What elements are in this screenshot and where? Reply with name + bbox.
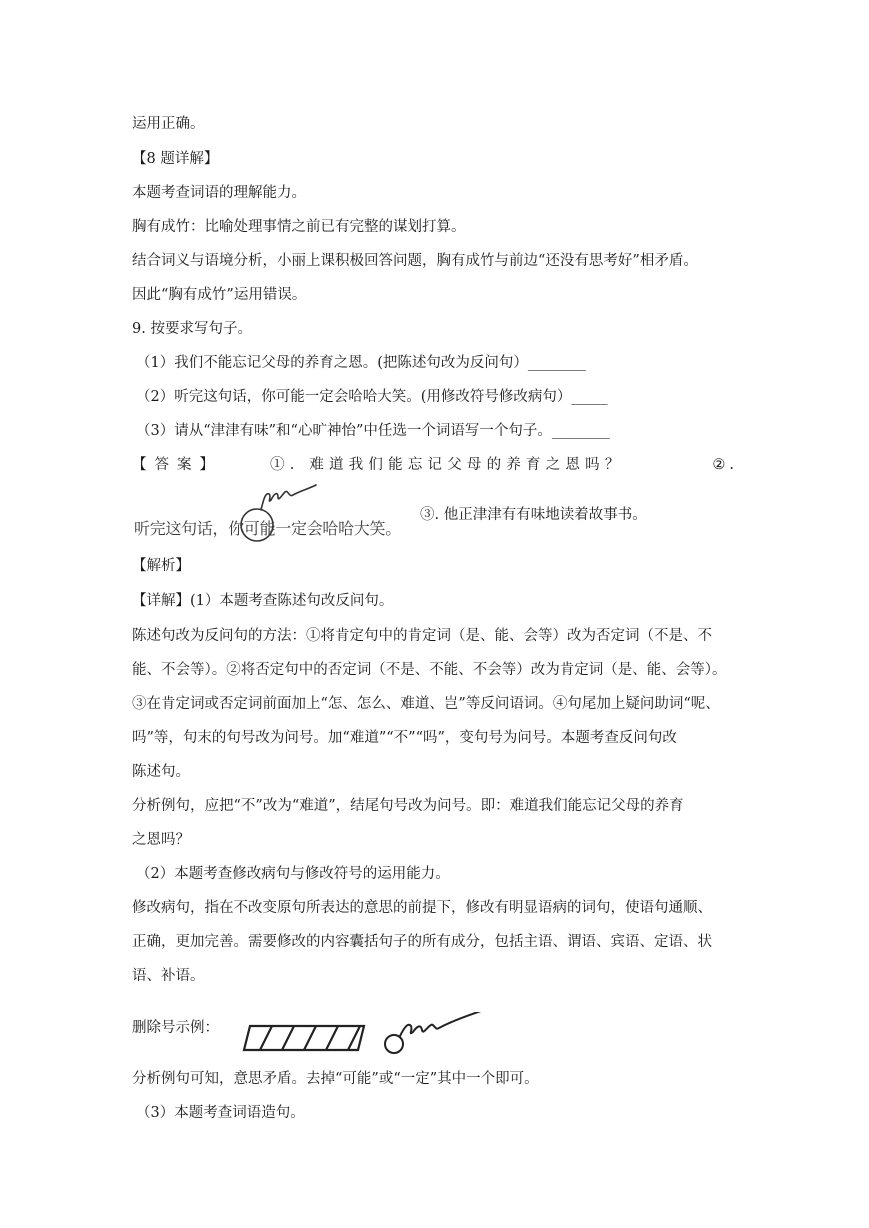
- question-item: （1）我们不能忘记父母的养育之恩。(把陈述句改为反问句）________: [136, 355, 586, 371]
- text-line: 正确，更加完善。需要修改的内容囊括句子的所有成分，包括主语、谓语、宾语、定语、状: [132, 934, 712, 950]
- text-line: 陈述句改为反问句的方法：①将肯定句中的肯定词（是、能、会等）改为否定词（不是、不: [132, 628, 712, 644]
- text-line: 陈述句。: [132, 764, 190, 780]
- answer-1: ①. 难道我们能忘记父母的养育之恩吗？: [270, 457, 625, 473]
- deletion-mark-label: 删除号示例：: [132, 1020, 219, 1036]
- text-line: 运用正确。: [132, 116, 205, 132]
- text-line: 胸有成竹：比喻处理事情之前已有完整的谋划打算。: [132, 219, 466, 235]
- text-line: 之恩吗？: [132, 832, 190, 848]
- answer-2-label: ②.: [712, 457, 738, 473]
- answer-3: ③. 他正津津有有味地读着故事书。: [420, 507, 647, 523]
- text-line: 因此“胸有成竹”运用错误。: [132, 287, 307, 303]
- question-item: （3）请从“津津有味”和“心旷神怡”中任选一个词语写一个句子。________: [136, 423, 610, 439]
- answer-tag: 【答案】: [132, 457, 222, 473]
- section-heading: 【解析】: [132, 558, 190, 574]
- text-line: （3）本题考查词语造句。: [136, 1105, 305, 1121]
- text-line: （2）本题考查修改病句与修改符号的运用能力。: [136, 866, 450, 882]
- text-line: 【详解】(1）本题考查陈述句改反问句。: [132, 593, 394, 609]
- handwritten-sentence: 听完这句话，你可能一定会哈哈大笑。: [134, 519, 401, 538]
- section-heading: 【8 题详解】: [132, 151, 219, 167]
- question-item: （2）听完这句话，你可能一定会哈哈大笑。(用修改符号修改病句）_____: [136, 389, 608, 405]
- question-heading: 9. 按要求写句子。: [132, 321, 252, 337]
- text-line: 能、不会等）。②将否定句中的否定词（不是、不能、不会等）改为肯定词（是、能、会等）。: [132, 662, 727, 678]
- text-line: 语、补语。: [132, 968, 205, 984]
- text-line: 分析例句，应把“不”改为“难道”，结尾句号改为问号。即：难道我们能忘记父母的养育: [132, 798, 684, 814]
- answer-line: [132, 455, 738, 477]
- deletion-mark-example: [132, 1012, 492, 1062]
- handwritten-correction-image: [132, 480, 402, 542]
- text-line: 吗”等，句末的句号改为问号。加“难道”“不”“吗”，变句号为问号。本题考查反问句改: [132, 730, 677, 746]
- text-line: 结合词义与语境分析，小丽上课积极回答问题，胸有成竹与前边“还没有思考好”相矛盾。: [132, 253, 698, 269]
- strike-mark-icon: [132, 1012, 492, 1062]
- text-line: 本题考查词语的理解能力。: [132, 185, 306, 201]
- text-line: ③在肯定词或否定词前面加上“怎、怎么、难道、岂”等反问语词。④句尾加上疑问助词“呢、: [132, 696, 720, 712]
- text-line: 修改病句，指在不改变原句所表达的意思的前提下，修改有明显语病的词句，使语句通顺、: [132, 900, 712, 916]
- text-line: 分析例句可知，意思矛盾。去掉“可能”或“一定”其中一个即可。: [132, 1071, 539, 1087]
